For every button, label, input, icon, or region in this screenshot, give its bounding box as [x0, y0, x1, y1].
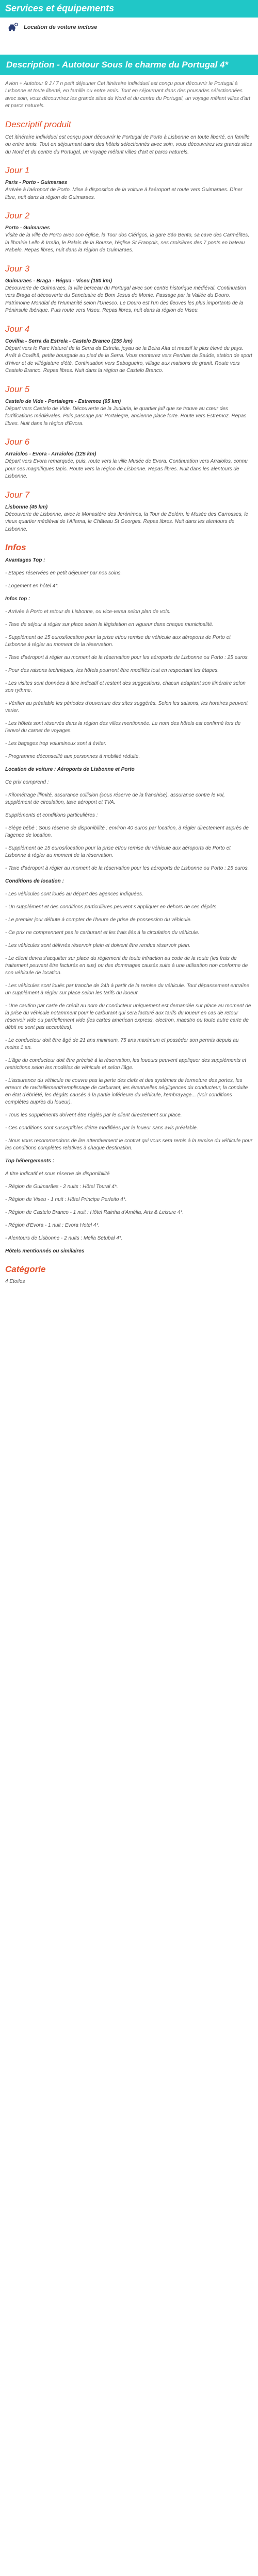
info-line: - Tous les suppléments doivent être réglés par le client directement sur place. — [5, 1112, 182, 1118]
info-line: - Pour des raisons techniques, les hôtels pourront être modifiés tout en respectant les étapes. — [5, 668, 219, 674]
info-line: - Supplément de 15 euros/location pour la prise et/ou remise du véhicule aux aéroports de Porto et Lisbonne à régler au moment de la réservation. — [5, 635, 231, 648]
info-line: - Ces conditions sont susceptibles d'être modifiées par le loueur sans avis préalable. — [5, 1125, 198, 1131]
info-line: - Les bagages trop volumineux sont à éviter. — [5, 741, 107, 747]
day-text: Arrivée à l'aéroport de Porto. Mise à disposition de la voiture à l'aéroport et route vers Guimaraes. Dîner libre, nuit dans la région de Guimaraes. — [5, 187, 243, 200]
day-text: Départ vers Evora remarquée, puis, route vers la ville Musée de Evora. Continuation vers Arraiolos, connu pour ses magnifiques tapis. Route vers la région de Lisbonne. Repas libres. Nuit dans les alentours de Lisbonne. — [5, 459, 248, 480]
day-text: Départ vers le Parc Naturel de la Serra da Estrela, joyau de la Beira Alta et massif le plus élevé du pays. Arrêt à Covilhã, petite bourgade au pied de la Serra. Vous monterez vers Penhas da Saúde, station de sport d'hiver et de villégiature d'été. Continuation vers Sabugueiro, village aux maisons de granit. Route vers Castelo Branco. Repas libres. Nuit dans la région de Castelo Branco. — [5, 345, 252, 374]
info-line: - Nous vous recommandons de lire attentivement le contrat qui vous sera remis à la remise du véhicule pour les conditions complètes relatives à chaque destination. — [5, 1138, 253, 1151]
info-line: - Les véhicules sont loués par tranche de 24h à partir de la remise du véhicule. Tout dépassement entraîne un supplément à régler sur place selon les tarifs du loueur. — [5, 983, 250, 996]
info-line: - Taxe d'aéroport à régler au moment de la réservation pour les aéroports de Lisbonne ou Porto : 25 euros. — [5, 866, 249, 872]
day-title: Jour 7 — [5, 489, 30, 500]
info-line: Suppléments et conditions particulières : — [5, 812, 98, 819]
day-route: Guimaraes - Braga - Régua - Viseu (180 km) — [5, 278, 112, 284]
info-line: - Région de Guimarães - 2 nuits : Hôtel Toural 4*. — [5, 1184, 118, 1190]
info-line: - Taxe d'aéroport à régler au moment de la réservation pour les aéroports de Lisbonne ou Porto : 25 euros. — [5, 655, 249, 661]
day-route: Castelo de Vide - Portalegre - Estremoz (95 km) — [5, 398, 121, 404]
day-title: Jour 1 — [5, 165, 30, 176]
day-route: Paris - Porto - Guimaraes — [5, 180, 68, 186]
info-line: - Une caution par carte de crédit au nom du conducteur uniquement est demandée sur place au moment de la prise du véhicule notamment pour le carburant qui sera facturé aux tarifs du loueur en cas de retour réservoir vide ou partiellement vide (les cartes american express, electron, maestro ou toute autre carte de débit ne sont pas acceptées). — [5, 1003, 251, 1031]
category-value: 4 Etoiles — [5, 1279, 25, 1285]
info-line: - Région de Castelo Branco - 1 nuit : Hôtel Rainha d'Amélia, Arts & Leisure 4*. — [5, 1210, 184, 1216]
day-title: Jour 2 — [5, 211, 30, 221]
day-route: Lisbonne (45 km) — [5, 504, 48, 510]
info-line: - Supplément de 15 euros/location pour la prise et/ou remise du véhicule aux aéroports de Porto et Lisbonne à régler au moment de la réservation. — [5, 845, 231, 859]
detail-title: Descriptif produit — [5, 119, 71, 129]
info-line: - Etapes réservées en petit déjeuner par nos soins. — [5, 570, 122, 577]
info-heading: Infos top : — [5, 596, 30, 602]
info-line: - Les hôtels sont réservés dans la région des villes mentionnée. Le nom des hôtels est confirmé lors de l'envoi du carnet de voyages. — [5, 721, 241, 734]
info-heading: Location de voiture : Aéroports de Lisbonne et Porto — [5, 767, 135, 773]
info-line: - L'assurance du véhicule ne couvre pas la perte des clefs et des systèmes de fermeture des portes, les erreurs de ravitaillement/remplissage de carburant, les éventuelles négligences du conducteur, la conduite en état d'ébriété, les dégâts causés à la partie inférieure du véhicule, l'embrayage... (voir conditions complètes auprès du loueur). — [5, 1078, 248, 1106]
info-line: - Taxe de séjour à régler sur place selon la législation en vigueur dans chaque municipalité. — [5, 622, 214, 628]
day-title: Jour 3 — [5, 263, 30, 274]
info-line: - Ce prix ne comprennent pas le carburant et les frais liés à la circulation du véhicule. — [5, 930, 200, 936]
infos-body — [5, 557, 253, 1255]
info-heading: Top hébergements : — [5, 1158, 55, 1164]
day-route: Porto - Guimaraes — [5, 225, 50, 231]
day-text: Découverte de Guimaraes, la ville berceau du Portugal avec son centre historique médiéval. Continuation vers Braga et découverte du Sanctuaire de Bom Jesus do Monte. Passage par la Vallée du Douro. Patrimoine Mondial de l'Humanité selon l'Unesco. Le Douro est l'un des fleuves les plus importants de la Péninsule Ibérique. Puis route vers Viseu. Repas libres, nuit dans la région de Viseu. — [5, 285, 246, 314]
info-line: - Alentours de Lisbonne - 2 nuits : Melia Setubal 4*. — [5, 1235, 123, 1242]
info-line: - Siège bébé : Sous réserve de disponibilité : environ 40 euros par location, à régler directement auprès de l'agence de location. — [5, 825, 249, 839]
page — [0, 0, 258, 1287]
infos-title: Infos — [5, 543, 26, 553]
info-line: - Région d'Evora - 1 nuit : Evora Hotel 4*. — [5, 1223, 100, 1229]
car-key-icon — [7, 22, 19, 33]
day-route: Arraiolos - Evora - Arraiolos (125 km) — [5, 451, 96, 457]
info-line: - L'âge du conducteur doit être précisé à la réservation, les loueurs peuvent appliquer des suppléments et restrictions selon les modèles de véhicule et selon l'âge. — [5, 1058, 247, 1071]
info-line: - Programme déconseillé aux personnes à mobilité réduite. — [5, 754, 140, 760]
info-line: - Les véhicules sont délivrés réservoir plein et doivent être rendus réservoir plein. — [5, 943, 191, 949]
info-line: - Arrivée à Porto et retour de Lisbonne, ou vice-versa selon plan de vols. — [5, 609, 171, 615]
info-line: - Les véhicules sont loués au départ des agences indiquées. — [5, 891, 143, 897]
info-line: - Kilométrage illimité, assurance collision (sous réserve de la franchise), assurance contre le vol, supplément de circulation, taxe aéroport et TVA. — [5, 792, 225, 806]
services-item-label: Location de voiture incluse — [24, 24, 98, 30]
info-line: Ce prix comprend : — [5, 779, 49, 786]
info-line: A titre indicatif et sous réserve de disponibilité — [5, 1171, 110, 1177]
info-line: - Région de Viseu - 1 nuit : Hôtel Principe Perfeito 4*. — [5, 1197, 127, 1203]
info-line: - Le conducteur doit être âgé de 21 ans minimum, 75 ans maximum et posséder son permis depuis au moins 1 an. — [5, 1038, 239, 1051]
detail-text: Cet itinéraire individuel est conçu pour découvrir le Portugal de Porto à Lisbonne en toute liberté, en famille ou entre amis. Tout en séjournant dans des hôtels sélectionnés avec soin, vous découvrirez les grands sites du Nord et du centre du Portugal, un voyage mêlant villes d'art et parcs naturels. — [5, 134, 252, 155]
description-header: Description - Autotour Sous le charme du Portugal 4* — [0, 55, 258, 75]
description-intro: Avion + Autotour 8 J / 7 n petit déjeuner Cet itinéraire individuel est conçu pour découvrir le Portugal à Lisbonne et toute liberté, en famille ou entre amis. Tout en séjournant dans des pousadas sélectionnées avec soin, vous découvrirez les grands sites du Nord et du centre du Portugal, un voyage mêlant villes d'art et parcs naturels. — [5, 80, 250, 109]
info-line: - Logement en hôtel 4*. — [5, 583, 59, 589]
category-title: Catégorie — [5, 1264, 46, 1275]
info-line: - Le client devra s'acquitter sur place du règlement de toute infraction au code de la route (les frais de traitement peuvent être facturés en sus) ou des dommages causés suite à une utilisation non conforme de son véhicule de location. — [5, 956, 248, 976]
info-line: - Les visites sont données à titre indicatif et restent des suggestions, chacun adaptant son itinéraire selon son rythme. — [5, 681, 246, 694]
info-heading: Conditions de location : — [5, 878, 64, 885]
services-item — [5, 18, 253, 37]
info-line: - Le premier jour débute à compter de l'heure de prise de possession du véhicule. — [5, 917, 192, 923]
day-text: Découverte de Lisbonne, avec le Monastère des Jerónimos, la Tour de Belém, le Musée des Carrosses, le vieux quartier médiéval de l'Alfama, le Château St Georges. Repas libres. Nuit dans les alentours de Lisbonne. — [5, 511, 248, 532]
day-text: Visite de la ville de Porto avec son église, la Tour dos Clérigos, la gare São Bento, sa cave des Carmélites, la librairie Lello & Irmão, le Palais de la Bourse, l'église St François, ses croisières des 7 ponts en bateau Rabelo. Repas libres, nuit dans la région de Guimaraes. — [5, 232, 250, 253]
day-route: Covilha - Serra da Estrela - Castelo Branco (155 km) — [5, 338, 133, 344]
day-title: Jour 4 — [5, 324, 30, 334]
day-text: Départ vers Castelo de Vide. Découverte de la Judiaria, le quartier juif que se trouve au cœur des fortifications médiévales. Puis passage par Portalegre, ancienne place forte. Route vers Estremoz. Repas libres. Nuit dans la région d'Evora. — [5, 405, 247, 427]
info-line: - Vérifier au préalable les périodes d'ouverture des sites suggérés. Selon les saisons, les horaires peuvent varier. — [5, 701, 248, 714]
itinerary — [5, 165, 253, 533]
info-heading: Hôtels mentionnés ou similaires — [5, 1248, 85, 1255]
info-line: - Un supplément et des conditions particulières peuvent s'appliquer en dehors de ces dépôts. — [5, 904, 218, 910]
info-heading: Avantages Top : — [5, 557, 45, 564]
services-header: Services et équipements — [0, 0, 258, 18]
day-title: Jour 5 — [5, 384, 30, 394]
day-title: Jour 6 — [5, 437, 30, 447]
